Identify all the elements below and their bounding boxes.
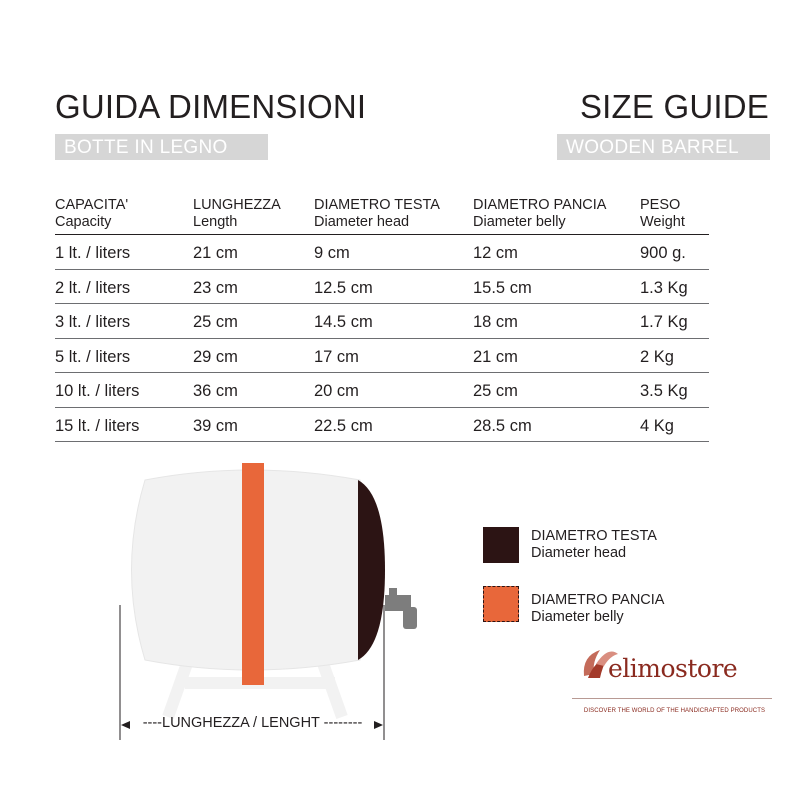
cell-belly-diameter: 21 cm bbox=[473, 347, 518, 366]
cell-belly-diameter: 12 cm bbox=[473, 244, 518, 262]
cell-capacity: 15 lt. / liters bbox=[55, 416, 140, 435]
cell-capacity: 1 lt. / liters bbox=[55, 244, 131, 262]
cell-length: 21 cm bbox=[193, 244, 238, 262]
header-capacity bbox=[55, 197, 128, 231]
table-row bbox=[55, 270, 709, 305]
header-length bbox=[193, 197, 281, 231]
cell-head-diameter: 12.5 cm bbox=[314, 278, 373, 297]
legend-belly-en: Diameter belly bbox=[531, 609, 624, 625]
table-row bbox=[55, 304, 709, 339]
legend-belly-it: DIAMETRO PANCIA bbox=[531, 592, 665, 608]
cell-capacity: 10 lt. / liters bbox=[55, 382, 140, 400]
cell-head-diameter: 17 cm bbox=[314, 347, 359, 366]
header-weight bbox=[640, 197, 685, 231]
cell-weight: 2 Kg bbox=[640, 347, 674, 366]
legend-head-label bbox=[531, 528, 657, 562]
cell-belly-diameter: 15.5 cm bbox=[473, 278, 532, 297]
header-belly-diameter-en: Diameter belly bbox=[473, 214, 566, 230]
table-row bbox=[55, 339, 709, 374]
cell-length: 29 cm bbox=[193, 347, 238, 366]
legend-head-swatch bbox=[483, 527, 519, 563]
length-label-text: ----LUNGHEZZA / LENGHT -------- bbox=[142, 715, 363, 731]
cell-capacity: 5 lt. / liters bbox=[55, 347, 131, 366]
barrel-head bbox=[358, 480, 385, 660]
legend-head-en: Diameter head bbox=[531, 545, 627, 561]
subtitle-english: WOODEN BARREL bbox=[557, 134, 770, 160]
header-weight-en: Weight bbox=[640, 214, 685, 230]
title-italian: GUIDA DIMENSIONI bbox=[55, 88, 367, 125]
header-head-diameter bbox=[314, 197, 440, 231]
header-head-diameter-en: Diameter head bbox=[314, 214, 410, 230]
cell-length: 36 cm bbox=[193, 382, 238, 400]
length-label bbox=[120, 714, 385, 734]
cell-weight: 3.5 Kg bbox=[640, 382, 688, 400]
legend-belly-swatch bbox=[483, 586, 519, 622]
subtitle-italian: BOTTE IN LEGNO bbox=[55, 134, 268, 160]
logo-tagline: DISCOVER THE WORLD OF THE HANDICRAFTED PRODUCTS bbox=[583, 708, 766, 714]
cell-head-diameter: 22.5 cm bbox=[314, 416, 373, 435]
table-body bbox=[55, 235, 709, 442]
cell-length: 39 cm bbox=[193, 416, 238, 435]
logo-wordmark: elimostore bbox=[608, 654, 738, 683]
elimostore-logo bbox=[572, 640, 777, 725]
header-head-diameter-it: DIAMETRO TESTA bbox=[314, 197, 440, 213]
header-capacity-it: CAPACITA' bbox=[55, 197, 129, 213]
table-header bbox=[55, 195, 709, 235]
header-length-it: LUNGHEZZA bbox=[193, 197, 281, 213]
table-row bbox=[55, 373, 709, 408]
cell-length: 25 cm bbox=[193, 313, 238, 331]
table-row bbox=[55, 235, 709, 270]
cell-head-diameter: 9 cm bbox=[314, 244, 350, 262]
cell-belly-diameter: 28.5 cm bbox=[473, 416, 532, 435]
cell-weight: 1.3 Kg bbox=[640, 278, 688, 297]
header-belly-diameter-it: DIAMETRO PANCIA bbox=[473, 197, 607, 213]
header-capacity-en: Capacity bbox=[55, 214, 112, 230]
header-weight-it: PESO bbox=[640, 197, 681, 213]
size-table bbox=[55, 195, 709, 442]
barrel-tap-icon bbox=[385, 588, 417, 629]
cell-weight: 1.7 Kg bbox=[640, 313, 688, 331]
cell-weight: 4 Kg bbox=[640, 416, 674, 435]
cell-capacity: 3 lt. / liters bbox=[55, 313, 131, 331]
title-english: SIZE GUIDE bbox=[579, 88, 769, 125]
logo-divider bbox=[572, 698, 772, 699]
cell-belly-diameter: 18 cm bbox=[473, 313, 518, 331]
cell-length: 23 cm bbox=[193, 278, 238, 297]
cell-capacity: 2 lt. / liters bbox=[55, 278, 131, 297]
header-length-en: Length bbox=[193, 214, 238, 230]
legend-head-it: DIAMETRO TESTA bbox=[531, 528, 657, 544]
table-row bbox=[55, 408, 709, 443]
cell-belly-diameter: 25 cm bbox=[473, 382, 518, 400]
barrel-belly-band bbox=[242, 463, 264, 685]
cell-head-diameter: 14.5 cm bbox=[314, 313, 373, 331]
cell-head-diameter: 20 cm bbox=[314, 382, 359, 400]
header-belly-diameter bbox=[473, 197, 606, 231]
legend-belly-label bbox=[531, 592, 664, 626]
cell-weight: 900 g. bbox=[640, 244, 686, 262]
